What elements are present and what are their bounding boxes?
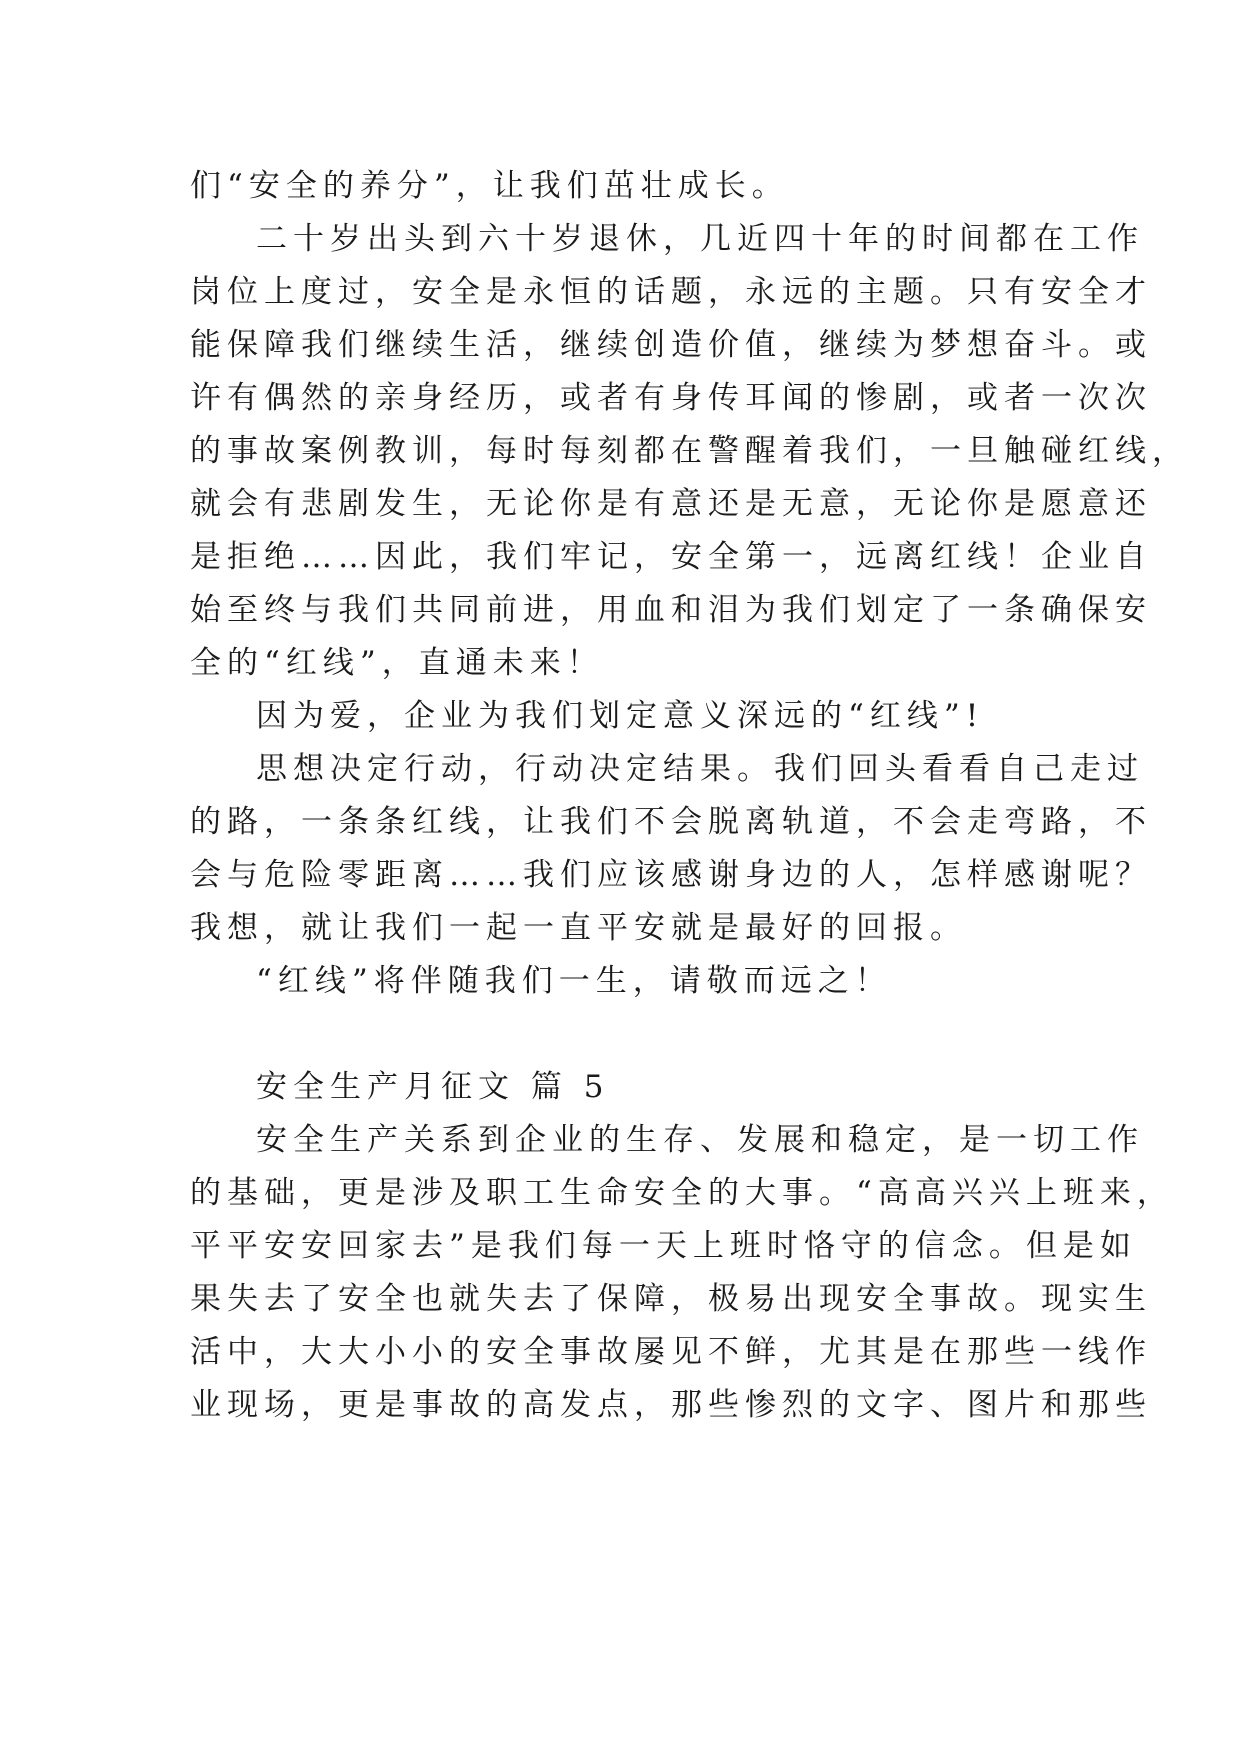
paragraph-start-line: 因为爱，企业为我们划定意义深远的“红线”! (256, 698, 985, 734)
paragraph-start-line: 安全生产关系到企业的生存、发展和稳定，是一切工作 (256, 1122, 1144, 1158)
text-line: 会与危险零距离……我们应该感谢身边的人，怎样感谢呢？ (190, 857, 1152, 893)
text-line: 始至终与我们共同前进，用血和泪为我们划定了一条确保安 (190, 592, 1152, 628)
text-line: 许有偶然的亲身经历，或者有身传耳闻的惨剧，或者一次次 (190, 380, 1152, 416)
text-line: 岗位上度过，安全是永恒的话题，永远的主题。只有安全才 (190, 274, 1152, 310)
text-line: 的事故案例教训，每时每刻都在警醒着我们，一旦触碰红线， (190, 433, 1189, 469)
text-line: 果失去了安全也就失去了保障，极易出现安全事故。现实生 (190, 1281, 1152, 1317)
text-line: 是拒绝……因此，我们牢记，安全第一，远离红线！企业自 (190, 539, 1152, 575)
section-spacer (190, 1008, 1060, 1061)
document-body (190, 160, 1189, 1432)
text-line: 的基础，更是涉及职工生命安全的大事。“高高兴兴上班来， (190, 1175, 1174, 1211)
text-line: 们“安全的养分”，让我们茁壮成长。 (190, 168, 789, 204)
text-line: 的路，一条条红线，让我们不会脱离轨道，不会走弯路，不 (190, 804, 1152, 840)
paragraph-start-line: 二十岁出头到六十岁退休，几近四十年的时间都在工作 (256, 221, 1144, 257)
text-line: 我想，就让我们一起一直平安就是最好的回报。 (190, 910, 967, 946)
text-line: 能保障我们继续生活，继续创造价值，继续为梦想奋斗。或 (190, 327, 1152, 363)
text-line: 就会有悲剧发生，无论你是有意还是无意，无论你是愿意还 (190, 486, 1152, 522)
paragraph-start-line: 思想决定行动，行动决定结果。我们回头看看自己走过 (256, 751, 1144, 787)
text-line: 活中，大大小小的安全事故屡见不鲜，尤其是在那些一线作 (190, 1334, 1152, 1370)
text-line: 全的“红线”，直通未来！ (190, 645, 604, 681)
text-line: 业现场，更是事故的高发点，那些惨烈的文字、图片和那些 (190, 1387, 1152, 1423)
text-line: 平平安安回家去”是我们每一天上班时恪守的信念。但是如 (190, 1228, 1137, 1264)
paragraph-start-line: “红线”将伴随我们一生，请敬而远之！ (256, 963, 892, 999)
section-title: 安全生产月征文 篇 5 (256, 1069, 610, 1105)
